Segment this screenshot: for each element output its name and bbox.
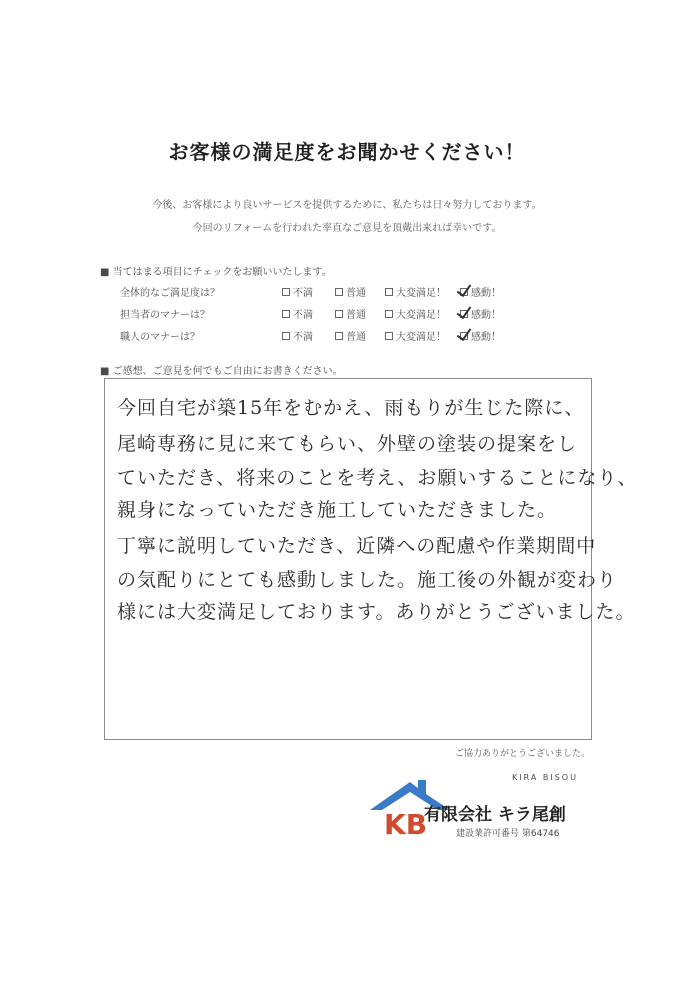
comment-line: の気配りにとても感動しました。施工後の外観が変わり [117,569,618,591]
checkbox-checked[interactable] [460,332,468,340]
survey-question: 全体的なご満足度は？ [120,288,220,299]
svg-text:KB: KB [384,808,428,838]
intro-line-2: 今回のリフォームを行われた率直なご意見を頂戴出来れば幸いです。 [192,223,502,234]
option-normal: 普通 [335,328,366,343]
survey-row [120,324,540,346]
option-very-satisfied: 大変満足！ [385,284,446,299]
comment-line: 丁寧に説明していただき、近隣への配慮や作業期間中 [117,535,597,557]
comment-line: 尾崎専務に見に来てもらい、外壁の塗装の提案をし [117,433,578,455]
comments-heading: ■ ご感想、ご意見を何でもご自由にお書きください。 [100,366,343,377]
checkbox-checked[interactable] [460,288,468,296]
option-impressed: 感動！ [460,306,501,321]
checkbox[interactable] [282,288,290,296]
thanks-note: ご協力ありがとうございました。 [454,749,590,759]
checkbox-checked[interactable] [460,310,468,318]
checkbox[interactable] [282,310,290,318]
option-dissatisfied: 不満 [282,284,313,299]
checkbox[interactable] [335,332,343,340]
comment-line: 親身になっていただき施工していただきました。 [117,499,558,521]
company-romaji: KIRA BISOU [512,773,578,782]
company-name: 有限会社 キラ尾創 [424,805,566,825]
survey-heading: ■ 当てはまる項目にチェックをお願いいたします。 [100,267,332,278]
comment-line: 今回自宅が築15年をむかえ、雨もりが生じた際に、 [117,397,585,419]
survey-row [120,280,540,302]
survey-question: 職人のマナーは？ [120,332,200,343]
page-title: お客様の満足度をお聞かせください！ [168,140,526,164]
option-normal: 普通 [335,284,366,299]
checkbox[interactable] [335,288,343,296]
license-number: 建設業許可番号 第64746 [456,829,560,839]
option-very-satisfied: 大変満足！ [385,328,446,343]
option-very-satisfied: 大変満足！ [385,306,446,321]
option-dissatisfied: 不満 [282,306,313,321]
survey-row [120,302,540,324]
checkbox[interactable] [335,310,343,318]
option-normal: 普通 [335,306,366,321]
intro-line-1: 今後、お客様により良いサービスを提供するために、私たちは日々努力しております。 [152,200,542,211]
option-impressed: 感動！ [460,328,501,343]
option-impressed: 感動！ [460,284,501,299]
comment-box[interactable] [104,378,638,740]
checkbox[interactable] [385,332,393,340]
survey-table [120,280,540,346]
survey-question: 担当者のマナーは？ [120,310,210,321]
checkbox[interactable] [282,332,290,340]
comment-line: 様には大変満足しております。ありがとうございました。 [117,601,636,623]
checkbox[interactable] [385,310,393,318]
comment-line: ていただき、将来のことを考え、お願いすることになり、 [117,467,638,489]
option-dissatisfied: 不満 [282,328,313,343]
checkbox[interactable] [385,288,393,296]
